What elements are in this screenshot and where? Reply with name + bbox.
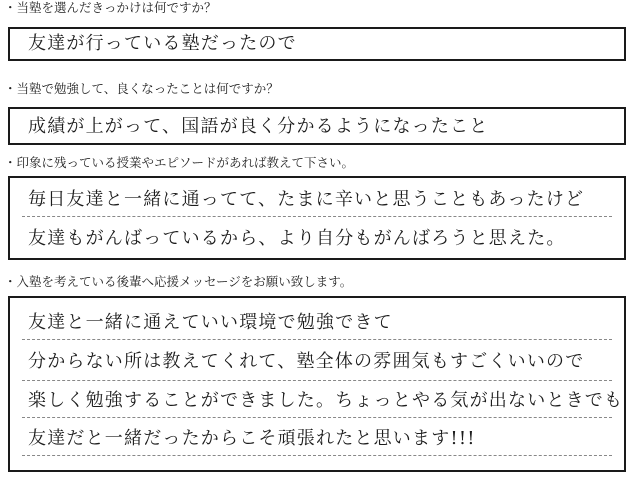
question-3: ・印象に残っている授業やエピソードがあれば教えて下さい。: [4, 155, 355, 170]
question-4: ・入塾を考えている後輩へ応援メッセージをお願い致します。: [4, 274, 353, 289]
question-2: ・当塾で勉強して、良くなったことは何ですか？: [4, 81, 279, 96]
question-1: ・当塾を選んだきっかけは何ですか？: [4, 0, 217, 15]
answer-2-line-1: 成績が上がって、国語が良く分かるようになったこと: [28, 116, 489, 137]
answer-box-4: [8, 296, 626, 472]
answer-4-rule-3: [22, 417, 612, 418]
answer-4-line-2: 分からない所は教えてくれて、塾全体の雰囲気もすごくいいので: [28, 351, 585, 372]
answer-4-line-1: 友達と一緒に通えていい環境で勉強できて: [28, 312, 393, 333]
answer-3-line-1: 毎日友達と一緒に通ってて、たまに辛いと思うこともあったけど: [28, 189, 585, 210]
answer-3-line-2: 友達もがんばっているから、より自分もがんばろうと思えた。: [28, 228, 566, 249]
answer-1-line-1: 友達が行っている塾だったので: [28, 33, 297, 54]
answer-4-line-4: 友達だと一緒だったからこそ頑張れたと思います!!!: [28, 428, 476, 449]
answer-4-rule-1: [22, 339, 612, 340]
answer-4-rule-2: [22, 380, 612, 381]
answer-box-3: [8, 176, 626, 260]
answer-box-2: [8, 107, 626, 145]
answer-4-rule-4: [22, 455, 612, 456]
answer-3-rule-1: [22, 216, 612, 217]
answer-4-line-3: 楽しく勉強することができました。ちょっとやる気が出ないときでも: [28, 390, 624, 411]
answer-box-1: [8, 27, 626, 61]
